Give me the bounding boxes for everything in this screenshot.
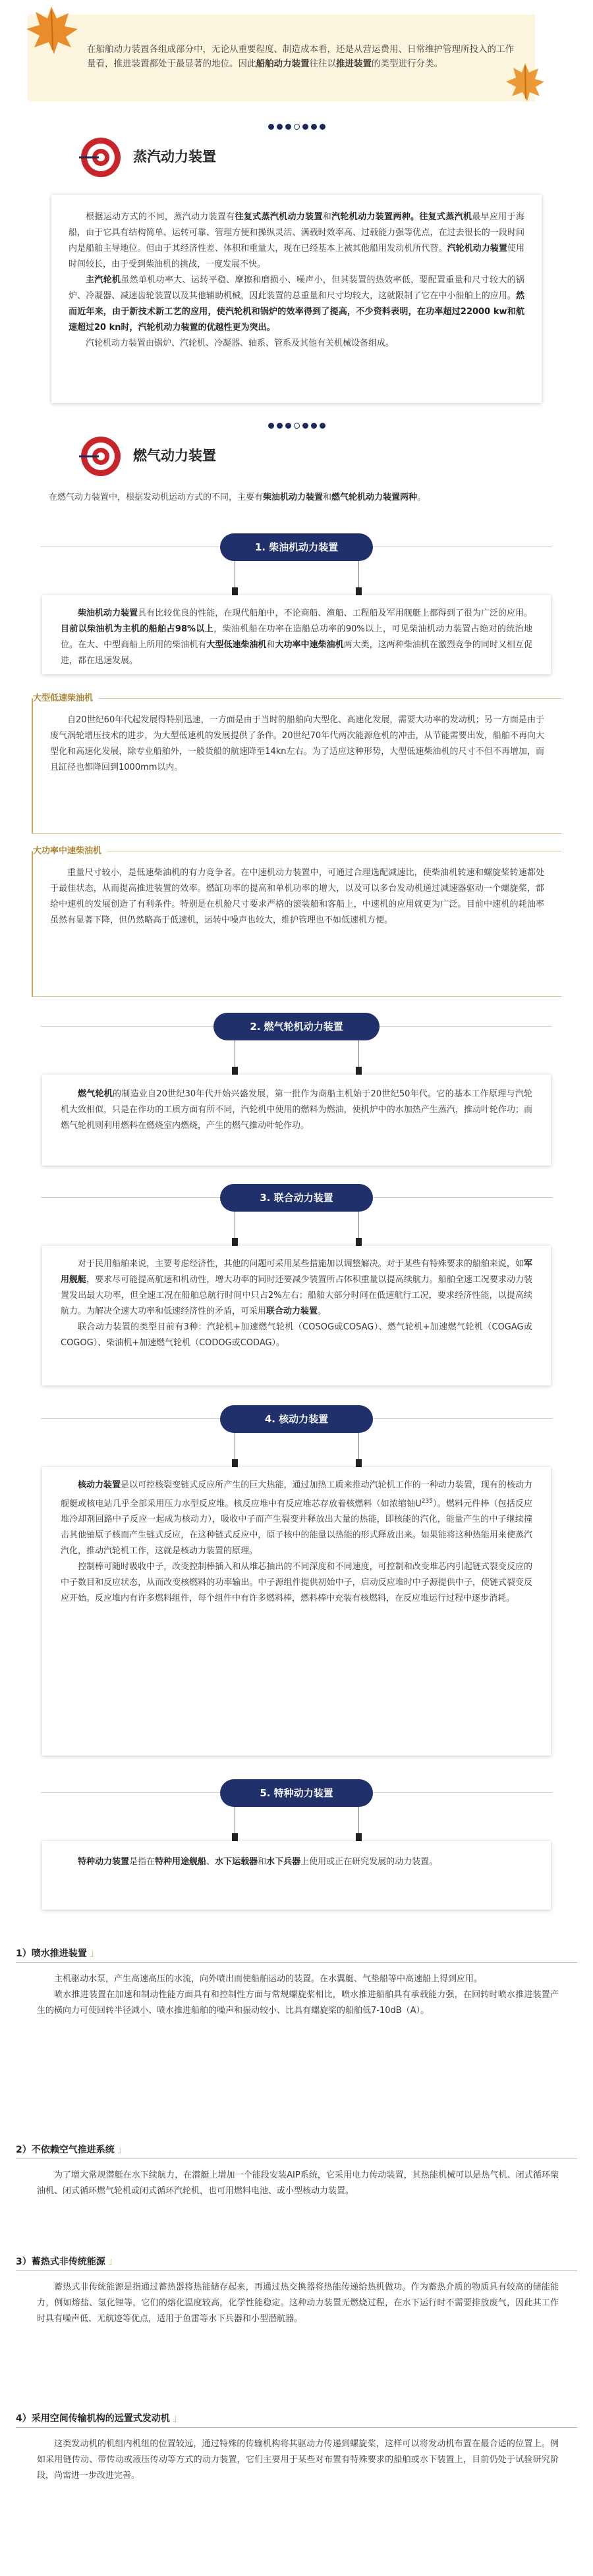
steam-paragraph-1: 根据运动方式的不同，蒸汽动力装置有往复式蒸汽机动力装置和汽轮机动力装置两种。往复式蒸汽机最早应用于海船，由于它具有结构简单、运转可靠、管理方便和操纵灵活、满载时效率高、过载能力强等优点，在过去很长的一段时间内是船舶主导地位。但由于其经济性差、体积和重量大，现在已经基本上被其他船用发动机所代替。汽轮机动力装置使用时间较长，由于受到柴油机的挑战，一度发展不快。 [69, 212, 524, 269]
target-badge-icon [79, 435, 123, 478]
glossary-text-2: 为了增大常规潜艇在水下续航力，在潜艇上增加一个能段安装AIP系统，它采用电力传动装置，其热能机械可以是热气机、闭式循环柴油机、闭式循环燃气轮机或闭式循环汽轮机，也可用燃料电池、或小型核动力装置。 [37, 2170, 559, 2196]
diesel-card: 柴油机动力装置具有比较优良的性能，在现代船舶中，不论商船、渔船、工程船及军用舰艇上都得到了很为广泛的应用。目前以柴油机为主机的船舶占98%以上，柴油机船在功率在造船总功率的90%以上，可见柴油机动力装置占绝对的统治地位。在大、中型商船上所用的柴油机有大型低速柴油机和大功率中速柴油机两大类，这两种柴油机在激烈竞争的同时又相互促进，都在迅速发展。 [42, 595, 551, 674]
ribbon-label: 大功率中速柴油机 [33, 844, 107, 856]
glossary-heading-3: 3）蓄热式非传统能源 」 [16, 2257, 118, 2267]
maple-leaf-icon [503, 61, 547, 104]
section-heading-gas [79, 435, 514, 478]
subheading-special [0, 1778, 593, 1844]
subheading-nuclear [0, 1404, 593, 1470]
special-card: 特种动力装置是指在特种用途舰船、水下运载器和水下兵器上使用或正在研究发展的动力装置。 [42, 1841, 551, 1910]
subheading-combined [0, 1183, 593, 1248]
intro-box [28, 14, 535, 101]
gas-turbine-card: 燃气轮机的制造业自20世纪30年代开始兴盛发展，第一批作为商船主机始于20世纪50年代。它的基本工作原理与汽轮机大致相似，只是在作功的工质方面有所不同，汽轮机中使用的燃料为燃油，使机炉中的水加热产生蒸汽，推动叶轮作功；而燃气轮机则利用燃料在燃烧室内燃烧，产生的燃气推动叶轮作功。 [42, 1075, 551, 1166]
gas-lead: 在燃气动力装置中，根据发动机运动方式的不同，主要有柴油机动力装置和燃气轮机动力装置两种。 [49, 493, 426, 502]
maple-leaf-icon [22, 4, 80, 55]
ribbon-low-speed: 大型低速柴油机 自20世纪60年代起发展得特别迅速，一方面是由于当时的船舶向大型化、高速化发展，需要大功率的发动机；另一方面是由于废气涡轮增压技术的进步，为大型低速机的发展提供了条件。20世纪70年代两次能源危机的冲击，从节能需要出发，船舶不再向大型化和高速化发展，除专业船舶外，一般货船的航速降至14kn左右。为了适应这种形势，大型低速柴油机的尺寸不但不再增加，而且缸径也都降回到1000mm以内。 [32, 698, 561, 834]
section-divider-dots [0, 419, 593, 431]
intro-text: 在船舶动力装置各组成部分中，无论从重要程度、制造成本看，还是从营运费用、日常维护管理所投入的工作量看，推进装置都处于最显著的地位。因此船舶动力装置往往以推进装置的类型进行分类。 [87, 44, 514, 69]
glossary-text-3: 蓄热式非传统能源是指通过蓄热器将热能储存起来，再通过热交换器将热能传递给热机做功。作为蓄热介质的物质具有较高的储能能力，例如熔盐、氢化锂等，它们的熔化温度较高，化学性能稳定。这种动力装置无燃烧过程，在水下运行时不需要排放废气，因此其工作时具有噪声低、无航迹等优点，适用于鱼雷等水下兵器和小型潜航器。 [37, 2282, 559, 2324]
section-heading-steam [79, 136, 514, 179]
subheading-diesel [0, 532, 593, 598]
subheading-pill: 2. 燃气轮机动力装置 [213, 1013, 380, 1040]
steam-paragraph-2: 主汽轮机虽然单机功率大、运转平稳、摩擦和磨损小、噪声小，但其装置的热效率低，要配置重量和尺寸较大的锅炉、冷凝器、减速齿轮装置以及其他辅助机械，因此装置的总重量和尺寸均较大，这就限制了它在中小船舶上的应用。然而近年来，由于新技术新工艺的应用，使汽轮机和锅炉的效率得到了提高，不少资料表明，在功率超过22000 kw和航速超过20 kn时，汽轮机动力装置的优越性更为突出。 [69, 275, 524, 333]
glossary-text-4: 这类发动机的机组内机组的位置较远，通过特殊的传输机构将其驱动力传递到螺旋桨，这样可以将发动机布置在最合适的位置上。例如采用链传动、带传动或液压传动等方式的动力装置，它们主要用于某些对布置有特殊要求的船舶或水下装置上，目前仍处于试验研究阶段，尚需进一步改进完善。 [37, 2439, 559, 2481]
subheading-pill: 3. 联合动力装置 [220, 1184, 373, 1212]
combined-card: 对于民用船舶来说，主要考虑经济性，其他的问题可采用某些措施加以调整解决。对于某些有特殊要求的船舶来说，如军用舰艇，要求尽可能提高航速和机动性，增大功率的同时还要减少装置所占体积重量以提高续航力。船舶全速工况要求动力装置发出最大功率，但全速工况在船舶总航行时间中只占2%左右；船舶大部分时间在低速航行工况，要求经济性能，以提高续航力。为解决全速大功率和低速经济性的矛盾，可采用联合动力装置。 联合动力装置的类型目前有3种：汽轮机+加速燃气轮机（COSOG或COSAG）、燃气轮机+加速燃气轮机（COGAG或COGOG）、柴油机+加速燃气轮机（CODOG或CODAG）。 [42, 1246, 551, 1385]
subheading-pill: 4. 核动力装置 [220, 1405, 373, 1433]
section-title: 蒸汽动力装置 [133, 149, 216, 165]
target-badge-icon [79, 136, 123, 179]
glossary-heading-2: 2）不依赖空气推进系统 」 [16, 2145, 127, 2155]
subheading-gas-turbine [0, 1011, 593, 1077]
ribbon-medium-speed: 大功率中速柴油机 重量尺寸较小，是低速柴油机的有力竞争者。在中速机动力装置中，可通过合理选配减速比，使柴油机转速和螺旋桨转速都处于最佳状态，从而提高推进装置的效率。燃缸功率的提高和单机功率的增大，以及可以多台发动机通过减速器驱动一个螺旋桨，都给中速机的发展创造了有利条件。特别是在机舱尺寸要求严格的滚装船和客船上，中速机的应用就更为广泛。目前中速机的耗油率虽然有显著下降，但仍然略高于低速机，运转中噪声也较大，维护管理也不如低速机方便。 [32, 851, 561, 997]
subheading-pill: 5. 特种动力装置 [220, 1779, 373, 1807]
ribbon-label: 大型低速柴油机 [33, 691, 98, 703]
steam-body-card [51, 195, 542, 403]
glossary-text-1: 主机驱动水泵，产生高速高压的水流，向外喷出而使船舶运动的装置。在水翼艇、气垫船等中高速船上得到应用。 喷水推进装置在加速和制动性能方面具有和控制性方面与常规螺旋桨相比，喷水推进船舶具有承载能力强，在回转时喷水推进装置产生的横向力可使回转半径减小、喷水推进船舶的噪声和振动较小、比具有螺旋桨的船舶低7-10dB（A）。 [37, 1974, 559, 2016]
section-divider-dots [0, 120, 593, 132]
intro-card [28, 14, 535, 101]
section-title: 燃气动力装置 [133, 448, 216, 464]
nuclear-card: 核动力装置是以可控核裂变链式反应所产生的巨大热能，通过加热工质来推动汽轮机工作的一种动力装置，现有的核动力舰艇或核电站几乎全部采用压力水型反应堆。核反应堆中有反应堆芯存放着核燃料（如浓缩铀$U^{235}$）。燃料元件棒（包括反应堆冷却剂回路中子反应一起成为核动力），吸收中子而产生裂变并释放出大量的热能，即核能的汽化，能量产生的中子继续撞击其他铀原子核而产生链式反应，在这种链式反应中，原子核中的能量以热能的形式释放出来。如果能将这种热能用来使蒸汽汽化，推动汽轮机工作，这就是核动力装置的原理。 控制棒可随时吸收中子，改变控制棒插入和从堆芯抽出的不同深度和不同速度，可控制和改变堆芯内引起链式裂变反应的中子数目和反应状态，从而改变核燃料的功率输出。中子源组件提供初始中子，启动反应堆时中子源提供中子，使链式裂变反应开始。反应堆内有许多燃料组件，每个组件中有许多燃料棒，燃料棒中充装有核燃料，在反应堆运行过程中逐步消耗。 [42, 1467, 551, 1756]
glossary-heading-4: 4）采用空间传输机构的远置式发动机 」 [16, 2413, 183, 2424]
subheading-pill: 1. 柴油机动力装置 [220, 533, 373, 561]
glossary-heading-1: 1）喷水推进装置 」 [16, 1948, 99, 1959]
steam-paragraph-3: 汽轮机动力装置由锅炉、汽轮机、冷凝器、轴系、管系及其他有关机械设备组成。 [86, 338, 395, 348]
